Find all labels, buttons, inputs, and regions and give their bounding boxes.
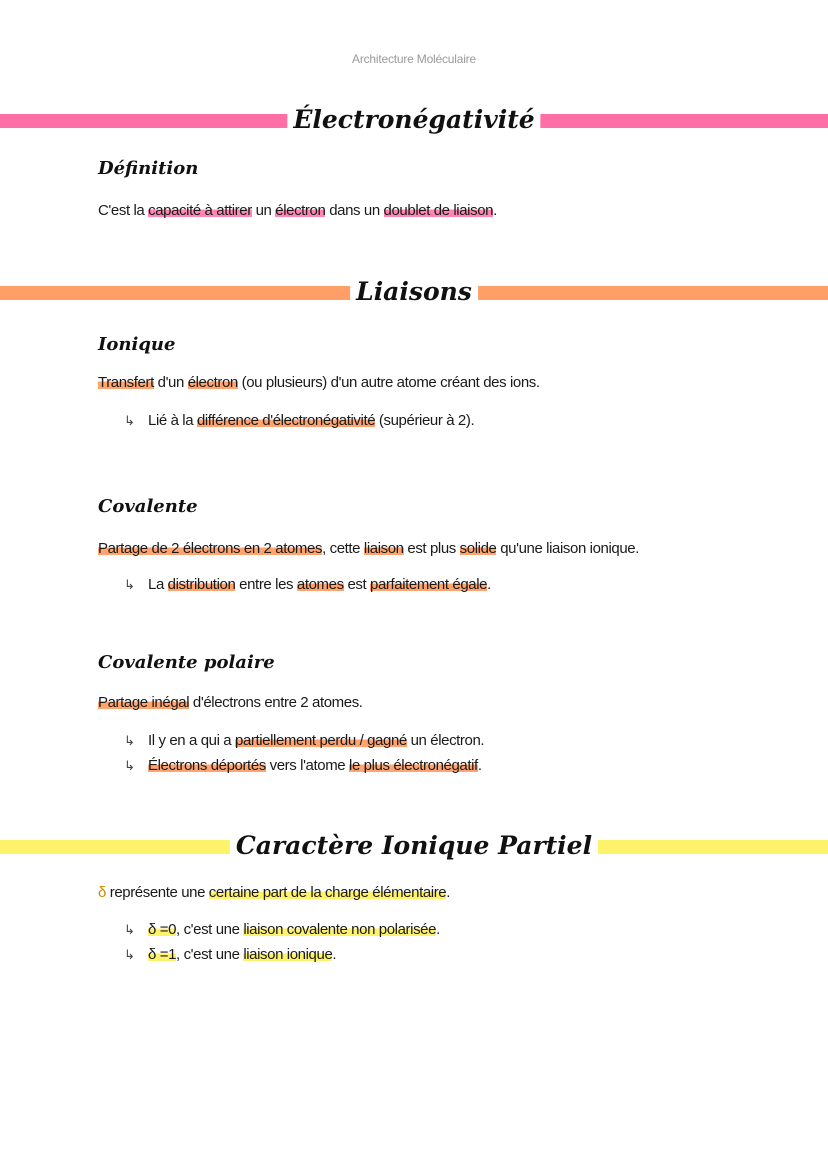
highlight: liaison ionique [243,946,333,963]
text: . [332,946,337,963]
delta-symbol: δ [98,884,106,901]
text: C'est la [98,202,149,219]
highlight: certaine part de la charge élémentaire [208,884,447,901]
text: (supérieur à 2). [375,412,475,429]
text: entre les [235,576,297,593]
section-title: Électronégativité [287,100,540,140]
highlight: liaison [363,540,404,557]
text: d'un [153,374,188,391]
text: . [487,576,491,593]
text: est [343,576,371,593]
highlight: Transfert [98,374,154,391]
page-header: Architecture Moléculaire [352,52,476,66]
covalente-paragraph [98,540,639,557]
highlight: électron [187,374,238,391]
text: représente une [105,884,209,901]
text: . [446,884,451,901]
arrow-icon: ↳ [124,922,135,937]
text: , c'est une [176,921,244,938]
text: un [251,202,276,219]
text: Lié à la [148,412,197,429]
section-title: Liaisons [350,272,478,312]
delta-bullet-1 [124,921,440,938]
text: un électron. [406,732,485,749]
text: Il y en a qui a [148,732,235,749]
arrow-icon: ↳ [124,733,135,748]
highlight: solide [459,540,497,557]
text: . [436,921,440,938]
highlight: différence d'électronégativité [196,412,376,429]
text: . [493,202,497,219]
section-banner-liaisons [0,272,828,312]
ionique-paragraph [98,374,540,391]
text: d'électrons entre 2 atomes. [189,694,363,711]
section-title: Caractère Ionique Partiel [230,826,598,866]
arrow-icon: ↳ [124,758,135,773]
polaire-bullet-2 [124,757,482,774]
highlight: électron [275,202,326,219]
section-banner-electronegativite [0,100,828,140]
section-banner-caractere-ionique [0,826,828,866]
text: est plus [403,540,460,557]
highlight: atomes [296,576,344,593]
highlight: δ =0 [148,921,177,938]
polaire-paragraph [98,694,363,711]
highlight: distribution [167,576,236,593]
text: , c'est une [176,946,244,963]
text: dans un [325,202,384,219]
arrow-icon: ↳ [124,577,135,592]
delta-paragraph [98,884,450,901]
text: (ou plusieurs) d'un autre atome créant des ions. [237,374,540,391]
highlight: partiellement perdu / gagné [235,732,407,749]
highlight: parfaitement égale [370,576,488,593]
ionique-bullet [124,412,474,429]
definition-paragraph [98,202,497,219]
highlight: Électrons déportés [148,757,266,774]
subheading-covalente: Covalente [98,496,198,517]
text: La [148,576,168,593]
delta-bullet-2 [124,946,336,963]
text: . [477,757,482,774]
highlight: Partage inégal [98,694,190,711]
highlight: capacité à attirer [148,202,252,219]
highlight: doublet de liaison [383,202,494,219]
arrow-icon: ↳ [124,947,135,962]
highlight: δ =1 [148,946,177,963]
text: qu'une liaison ionique. [496,540,639,557]
highlight: Partage de 2 électrons en 2 atomes [98,540,323,557]
subheading-definition: Définition [98,158,199,179]
highlight: liaison covalente non polarisée [243,921,437,938]
polaire-bullet-1 [124,732,484,749]
highlight: le plus électronégatif [349,757,478,774]
subheading-covalente-polaire: Covalente polaire [98,652,275,673]
arrow-icon: ↳ [124,413,135,428]
covalente-bullet [124,576,491,593]
text: vers l'atome [265,757,350,774]
subheading-ionique: Ionique [98,334,176,355]
text: , cette [322,540,364,557]
